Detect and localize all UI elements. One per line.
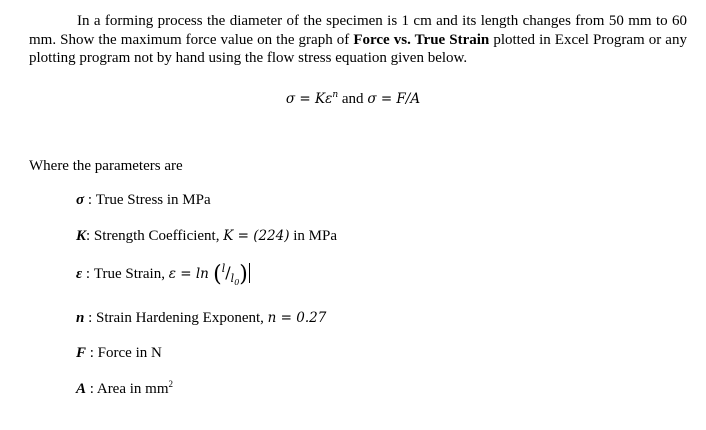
param-k: [76, 228, 337, 245]
param-a-symbol: A: [76, 381, 87, 397]
param-k-desc: : Strength Coefficient,: [86, 228, 224, 244]
param-k-formula: K = (224): [223, 228, 290, 244]
param-n-symbol: n: [76, 310, 85, 326]
param-a-desc: : Area in mm: [89, 381, 169, 397]
equation-lhs: σ = Kε: [285, 91, 333, 107]
param-n-formula: n = 0.27: [267, 310, 327, 326]
problem-statement: [29, 12, 687, 68]
problem-bold-phrase: Force vs. True Strain: [353, 31, 490, 48]
param-f-symbol: F: [76, 345, 87, 361]
text-cursor: [249, 263, 250, 283]
param-a-unit-sup: 2: [168, 379, 174, 389]
param-k-unit: in MPa: [289, 228, 338, 244]
param-epsilon-desc: : True Strain,: [85, 266, 169, 282]
param-epsilon-formula: $\varepsilon = \ln (^l/_{l_0})$: [168, 262, 248, 287]
param-k-symbol: K: [76, 228, 87, 244]
param-epsilon-symbol: ε: [76, 266, 83, 282]
param-epsilon-num: l: [221, 262, 226, 275]
problem-text-start: In a forming process the diameter of the specimen is 1 cm and its length changes from 50 mm to 60 mm. Show the maximum force value on the graph of: [29, 13, 687, 48]
param-epsilon-den: l0: [230, 272, 240, 287]
param-sigma: [76, 192, 211, 209]
where-label: Where the parameters are: [29, 158, 183, 174]
problem-text-end: plotted in Excel Program or any plotting program not by hand using the flow stress equation given below.: [29, 31, 687, 66]
equation-connector: and: [341, 91, 364, 107]
flow-stress-equation: [0, 90, 706, 108]
param-f: [76, 345, 162, 362]
param-epsilon: [76, 262, 250, 287]
param-n-desc: : Strain Hardening Exponent,: [88, 310, 268, 326]
equation-exponent: n: [332, 90, 339, 100]
param-f-desc: : Force in N: [89, 345, 162, 361]
equation-second: σ = F/A: [367, 91, 421, 107]
param-sigma-desc: : True Stress in MPa: [87, 192, 211, 208]
param-n: [76, 310, 326, 327]
param-a: [76, 379, 173, 398]
param-sigma-symbol: σ: [76, 192, 85, 208]
